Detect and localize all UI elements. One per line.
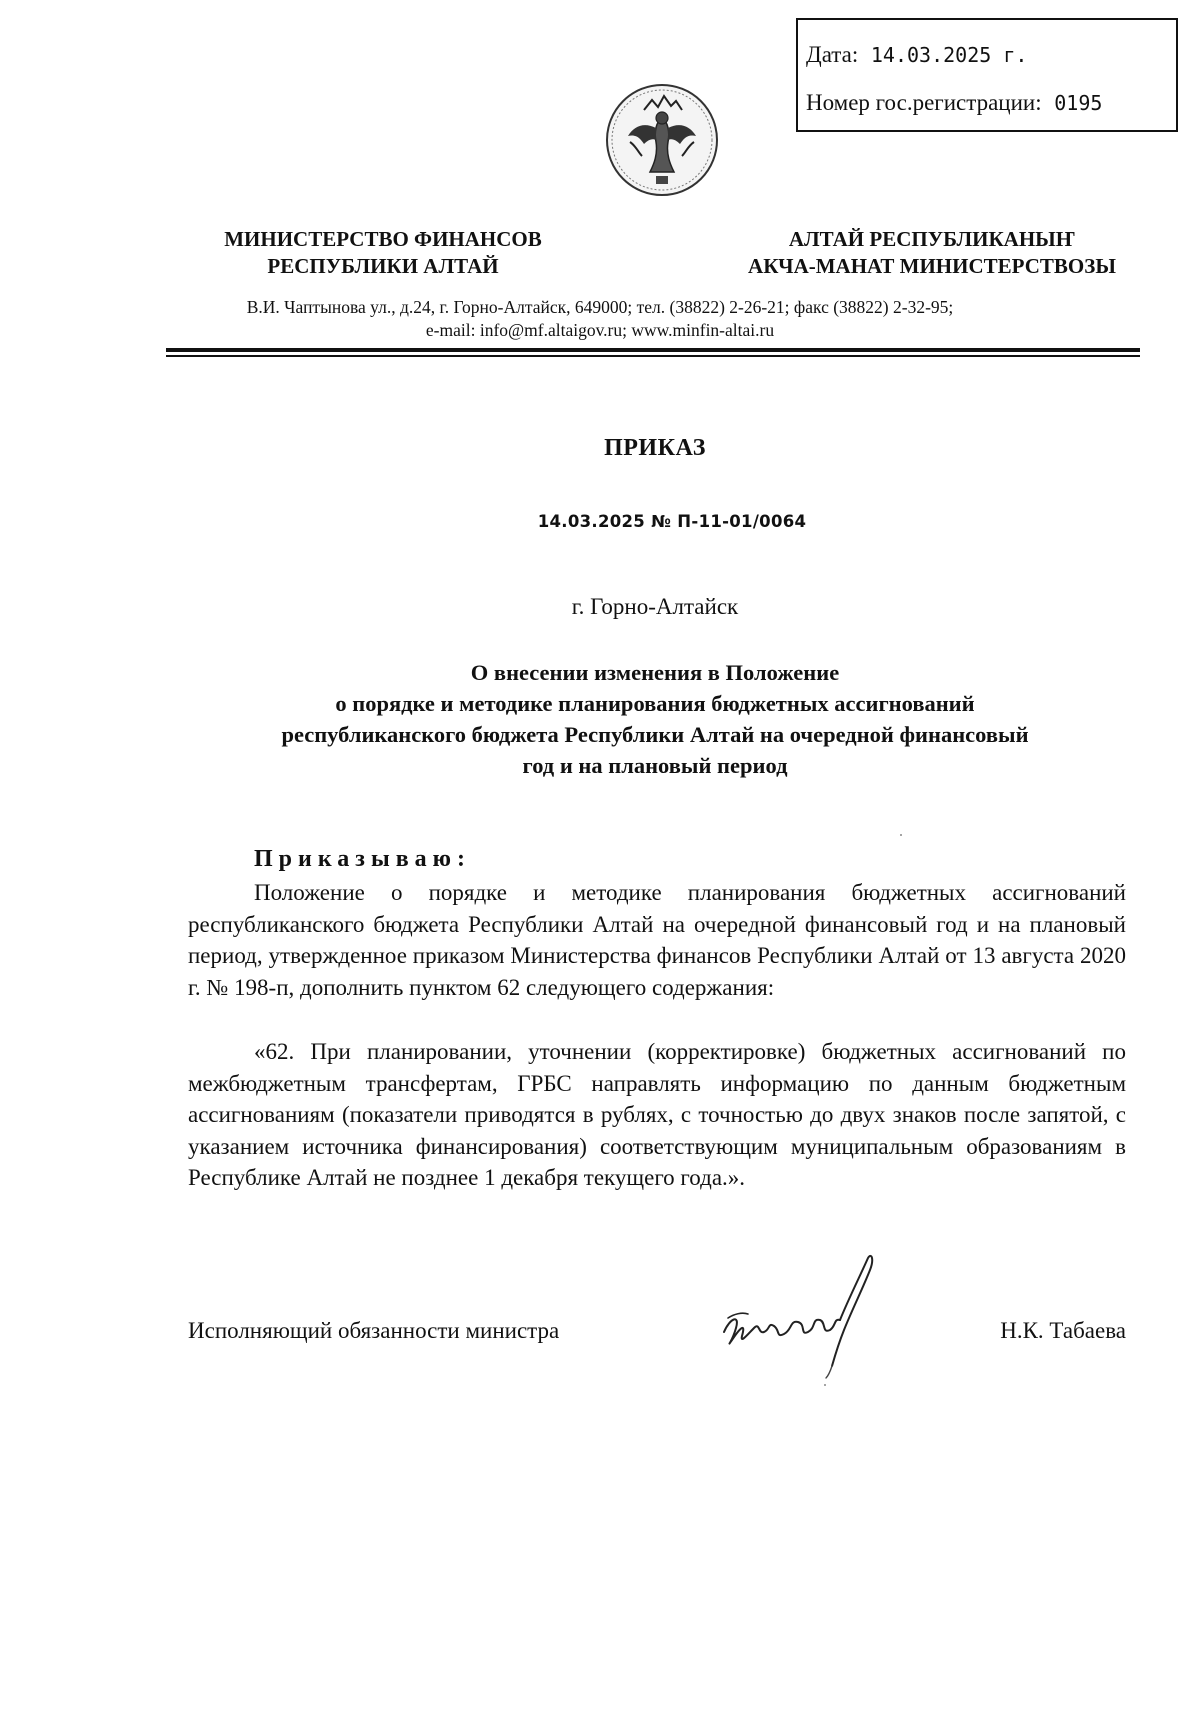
registration-number-label: Номер гос.регистрации: [806, 90, 1042, 115]
handwritten-signature-icon [712, 1248, 912, 1388]
city: г. Горно-Алтайск [571, 594, 739, 619]
ministry-name-line: МИНИСТЕРСТВО ФИНАНСОВ [224, 227, 542, 251]
scan-speck [824, 1384, 826, 1386]
body-paragraph-1 [188, 877, 1126, 1003]
title-line: республиканского бюджета Республики Алтай на очередной финансовый [281, 722, 1029, 747]
altai-republic-emblem-icon [604, 82, 720, 198]
registration-number-value: 0195 [1054, 91, 1103, 115]
ministry-name-line: АКЧА-МАНАТ МИНИСТЕРСТВОЗЫ [748, 254, 1116, 278]
ministry-name-line: АЛТАЙ РЕСПУБЛИКАНЫҤ [788, 227, 1076, 251]
ministry-name-russian [200, 226, 566, 280]
registration-number [806, 90, 1102, 116]
registration-box [796, 18, 1178, 132]
registration-date-value: 14.03.2025 г. [870, 43, 1028, 67]
registration-date-label: Дата: [806, 42, 859, 67]
order-number: 14.03.2025 № П-11-01/0064 [537, 512, 807, 531]
title-line: О внесении изменения в Положение [470, 660, 840, 685]
address-line: В.И. Чаптынова ул., д.24, г. Горно-Алтайск, 649000; тел. (38822) 2-26-21; факс (38822) 2-32-95; [246, 297, 954, 317]
paragraph-text: Положение о порядке и методике планирования бюджетных ассигнований республиканского бюджета Республики Алтай на очередной финансовый год и на плановый период, утвержденное приказом Министерства финансов Республики Алтай от 13 августа 2020 г. № 198-п, дополнить пунктом 62 следующего содержания: [188, 880, 1126, 1000]
paragraph-text: «62. При планировании, уточнении (корректировке) бюджетных ассигнований по межбюджетным трансфертам, ГРБС направлять информацию по данным бюджетным ассигнованиям (показатели приводятся в рублях, с точностью до двух знаков после запятой, с указанием источника финансирования) соответствующим муниципальным образованиям в Республике Алтай не позднее 1 декабря текущего года.». [188, 1039, 1126, 1190]
title-line: год и на плановый период [522, 753, 788, 778]
document-type: ПРИКАЗ [604, 435, 706, 461]
body-paragraph-2 [188, 1036, 1126, 1194]
ministry-name-altai [716, 226, 1148, 280]
ministry-address [150, 296, 1050, 342]
header-divider-thin [166, 355, 1140, 357]
signatory-position: Исполняющий обязанности министра [188, 1318, 560, 1343]
scan-speck [900, 834, 902, 836]
signatory-name: Н.К. Табаева [1000, 1318, 1126, 1343]
directive-heading: Приказываю: [254, 846, 471, 872]
contact-line: e-mail: info@mf.altaigov.ru; www.minfin-altai.ru [425, 320, 775, 340]
title-line: о порядке и методике планирования бюджетных ассигнований [335, 691, 975, 716]
ministry-name-line: РЕСПУБЛИКИ АЛТАЙ [267, 254, 499, 278]
document-title [150, 657, 1160, 781]
header-divider-thick [166, 348, 1140, 352]
registration-date [806, 42, 1027, 68]
